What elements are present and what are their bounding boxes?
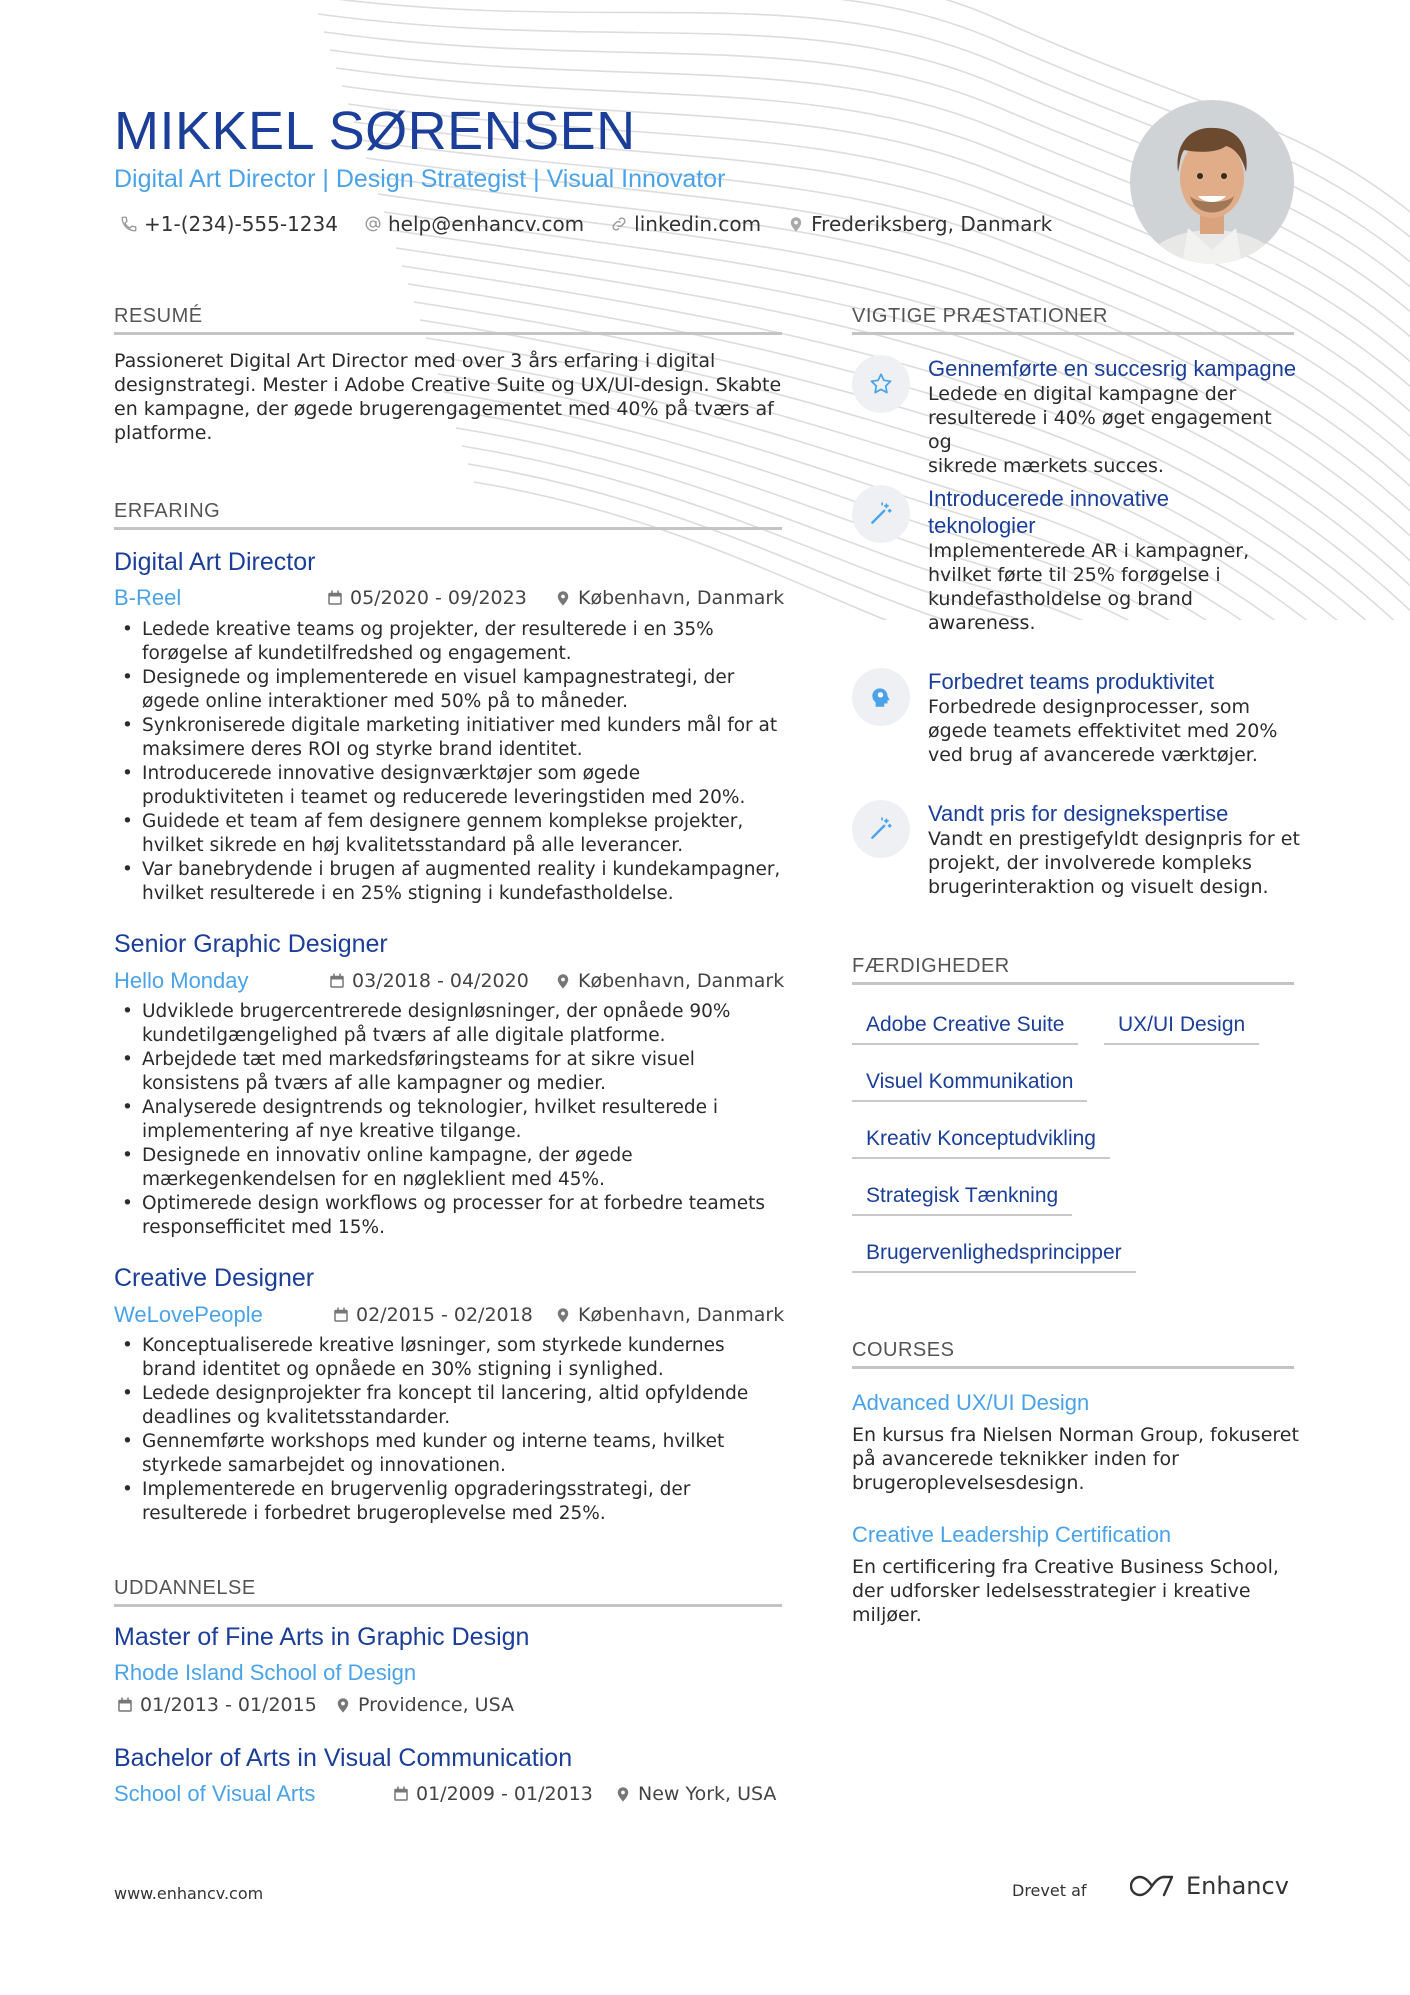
job-location: København, Danmark	[554, 587, 784, 609]
skill-tag: Brugervenlighedsprincipper	[852, 1241, 1136, 1273]
list-item: • Analyserede designtrends og teknologier, hvilket resulterede i implementering af nye kreative tilgange.	[114, 1096, 794, 1144]
location-pin-icon	[614, 1785, 632, 1803]
list-item: • Implementerede en brugervenlig opgraderingsstrategi, der resulterede i forbedret brugeroplevelse med 25%.	[114, 1478, 794, 1526]
degree-title: Bachelor of Arts in Visual Communication	[114, 1744, 573, 1772]
job-company: B-Reel	[114, 585, 182, 610]
achievement-description: Ledede en digital kampagne der resulterede i 40% øget engagement og sikrede mærkets succes.	[928, 383, 1272, 477]
achievement-item	[852, 800, 1300, 899]
email-text: help@enhancv.com	[387, 212, 585, 236]
location-pin-icon	[787, 215, 805, 233]
achievements-section	[852, 305, 1294, 335]
job-company: WeLovePeople	[114, 1302, 263, 1327]
job-bullets	[114, 618, 794, 906]
at-sign-icon	[364, 215, 382, 233]
list-item: • Arbejdede tæt med markedsføringsteams for at sikre visuel konsistens på tværs af alle kampagner og medier.	[114, 1048, 794, 1096]
summary-section	[114, 305, 782, 445]
job-dates: 05/2020 - 09/2023	[326, 587, 527, 609]
achievement-title: Gennemførte en succesrig kampagne	[928, 356, 1297, 381]
degree-title: Master of Fine Arts in Graphic Design	[114, 1623, 530, 1651]
list-item: • Synkroniserede digitale marketing initiativer med kunders mål for at maksimere deres ROI og styrke brand identitet.	[114, 714, 794, 762]
course-description: En kursus fra Nielsen Norman Group, fokuseret på avancerede teknikker inden for brugeroplevelsesdesign.	[852, 1424, 1299, 1494]
location-pin-icon	[334, 1696, 352, 1714]
job-location: København, Danmark	[554, 970, 784, 992]
course-description: En certificering fra Creative Business School, der udforsker ledelsesstrategier i kreative miljøer.	[852, 1556, 1279, 1626]
calendar-icon	[116, 1696, 134, 1714]
calendar-icon	[326, 589, 344, 607]
skill-tag: Visuel Kommunikation	[852, 1070, 1087, 1102]
achievement-item	[852, 485, 1300, 635]
achievement-title: Introducerede innovative teknologier	[928, 486, 1169, 538]
linkedin-text: linkedin.com	[634, 212, 762, 236]
enhancv-logo[interactable]	[1130, 1872, 1289, 1900]
achievement-description: Forbedrede designprocesser, som øgede teamets effektivitet med 20% ved brug af avancerede værktøjer.	[928, 696, 1278, 766]
list-item: • Var banebrydende i brugen af augmented reality i kundekampagner, hvilket resulterede i en 25% stigning i kundefastholdelse.	[114, 858, 794, 906]
achievement-description: Implementerede AR i kampagner, hvilket førte til 25% forøgelse i kundefastholdelse og brand awareness.	[928, 540, 1250, 634]
list-item: • Ledede designprojekter fra koncept til lancering, altid opfyldende deadlines og kvalitetsstandarder.	[114, 1382, 794, 1430]
achievement-item	[852, 355, 1300, 478]
list-item: • Guidede et team af fem designere gennem komplekse projekter, hvilket sikrede en høj kvalitetsstandard på alle leverancer.	[114, 810, 794, 858]
education-dates: 01/2013 - 01/2015	[116, 1694, 317, 1716]
contact-email[interactable]	[364, 212, 584, 236]
skill-tag: Kreativ Konceptudvikling	[852, 1127, 1110, 1159]
experience-section	[114, 500, 782, 530]
profile-photo	[1130, 100, 1294, 264]
job-bullets	[114, 1000, 794, 1240]
contact-linkedin[interactable]	[610, 212, 761, 236]
magic-wand-icon	[852, 800, 910, 858]
achievement-title: Vandt pris for designekspertise	[928, 801, 1229, 826]
job-title: Senior Graphic Designer	[114, 930, 388, 958]
list-item: • Gennemførte workshops med kunder og interne teams, hvilket styrkede samarbejdet og innovationen.	[114, 1430, 794, 1478]
skill-tag: Adobe Creative Suite	[852, 1013, 1078, 1045]
education-dates: 01/2009 - 01/2013	[392, 1783, 593, 1805]
location-pin-icon	[554, 972, 572, 990]
phone-text: +1-(234)-555-1234	[144, 212, 338, 236]
summary-heading: RESUMÉ	[114, 305, 782, 335]
achievement-description: Vandt en prestigefyldt designpris for et projekt, der involverede kompleks brugerinteraktion og visuelt design.	[928, 828, 1300, 898]
achievement-title: Forbedret teams produktivitet	[928, 669, 1215, 694]
experience-heading: ERFARING	[114, 500, 782, 530]
enhancv-logo-text: Enhancv	[1186, 1872, 1289, 1900]
list-item: • Designede en innovativ online kampagne, der øgede mærkegenkendelsen for en nøgleklient med 45%.	[114, 1144, 794, 1192]
contact-bar	[120, 212, 1052, 236]
link-icon	[610, 215, 628, 233]
job-bullets	[114, 1334, 794, 1526]
magic-wand-icon	[852, 485, 910, 543]
candidate-name: MIKKEL SØRENSEN	[114, 101, 636, 161]
education-section	[114, 1577, 782, 1607]
achievement-item	[852, 668, 1300, 767]
summary-text: Passioneret Digital Art Director med over 3 års erfaring i digital designstrategi. Mester i Adobe Creative Suite og UX/UI-design. Skabte en kampagne, der øgede brugerengagementet med 40% på tværs af platforme.	[114, 350, 782, 444]
job-dates: 02/2015 - 02/2018	[332, 1304, 533, 1326]
education-location: New York, USA	[614, 1783, 776, 1805]
list-item: • Konceptualiserede kreative løsninger, som styrkede kundernes brand identitet og opnåede en 30% stigning i synlighed.	[114, 1334, 794, 1382]
courses-heading: COURSES	[852, 1339, 1294, 1369]
location-pin-icon	[554, 589, 572, 607]
courses-section	[852, 1339, 1294, 1369]
contact-phone[interactable]	[120, 212, 338, 236]
course-title: Creative Leadership Certification	[852, 1522, 1172, 1547]
contact-location	[787, 212, 1052, 236]
course-title: Advanced UX/UI Design	[852, 1390, 1090, 1415]
calendar-icon	[328, 972, 346, 990]
list-item: • Ledede kreative teams og projekter, der resulterede i en 35% forøgelse af kundetilfredshed og engagement.	[114, 618, 794, 666]
education-location: Providence, USA	[334, 1694, 514, 1716]
school-name: School of Visual Arts	[114, 1781, 316, 1806]
achievements-heading: VIGTIGE PRÆSTATIONER	[852, 305, 1294, 335]
skill-tag: Strategisk Tænkning	[852, 1184, 1072, 1216]
calendar-icon	[392, 1785, 410, 1803]
enhancv-logo-icon	[1130, 1873, 1178, 1899]
list-item: • Udviklede brugercentrerede designløsninger, der opnåede 90% kundetilgængelighed på tværs af alle digitale platforme.	[114, 1000, 794, 1048]
job-dates: 03/2018 - 04/2020	[328, 970, 529, 992]
calendar-icon	[332, 1306, 350, 1324]
footer-website-link[interactable]: www.enhancv.com	[114, 1884, 264, 1903]
job-location: København, Danmark	[554, 1304, 784, 1326]
job-company: Hello Monday	[114, 968, 249, 993]
phone-icon	[120, 215, 138, 233]
school-name: Rhode Island School of Design	[114, 1660, 417, 1685]
skills-section	[852, 955, 1294, 985]
skill-tag: UX/UI Design	[1104, 1013, 1259, 1045]
list-item: • Optimerede design workflows og processer for at forbedre teamets responsefficitet med 15%.	[114, 1192, 794, 1240]
footer-powered-by: Drevet af	[1012, 1881, 1087, 1900]
list-item: • Introducerede innovative designværktøjer som øgede produktiviteten i teamet og reducerede leveringstiden med 20%.	[114, 762, 794, 810]
head-brain-icon	[852, 668, 910, 726]
education-heading: UDDANNELSE	[114, 1577, 782, 1607]
skills-heading: FÆRDIGHEDER	[852, 955, 1294, 985]
star-icon	[852, 355, 910, 413]
location-pin-icon	[554, 1306, 572, 1324]
location-text: Frederiksberg, Danmark	[811, 212, 1053, 236]
list-item: • Designede og implementerede en visuel kampagnestrategi, der øgede online interaktioner med 50% på to måneder.	[114, 666, 794, 714]
job-title: Digital Art Director	[114, 548, 316, 576]
job-title: Creative Designer	[114, 1264, 315, 1292]
candidate-subtitle: Digital Art Director | Design Strategist | Visual Innovator	[114, 165, 726, 193]
